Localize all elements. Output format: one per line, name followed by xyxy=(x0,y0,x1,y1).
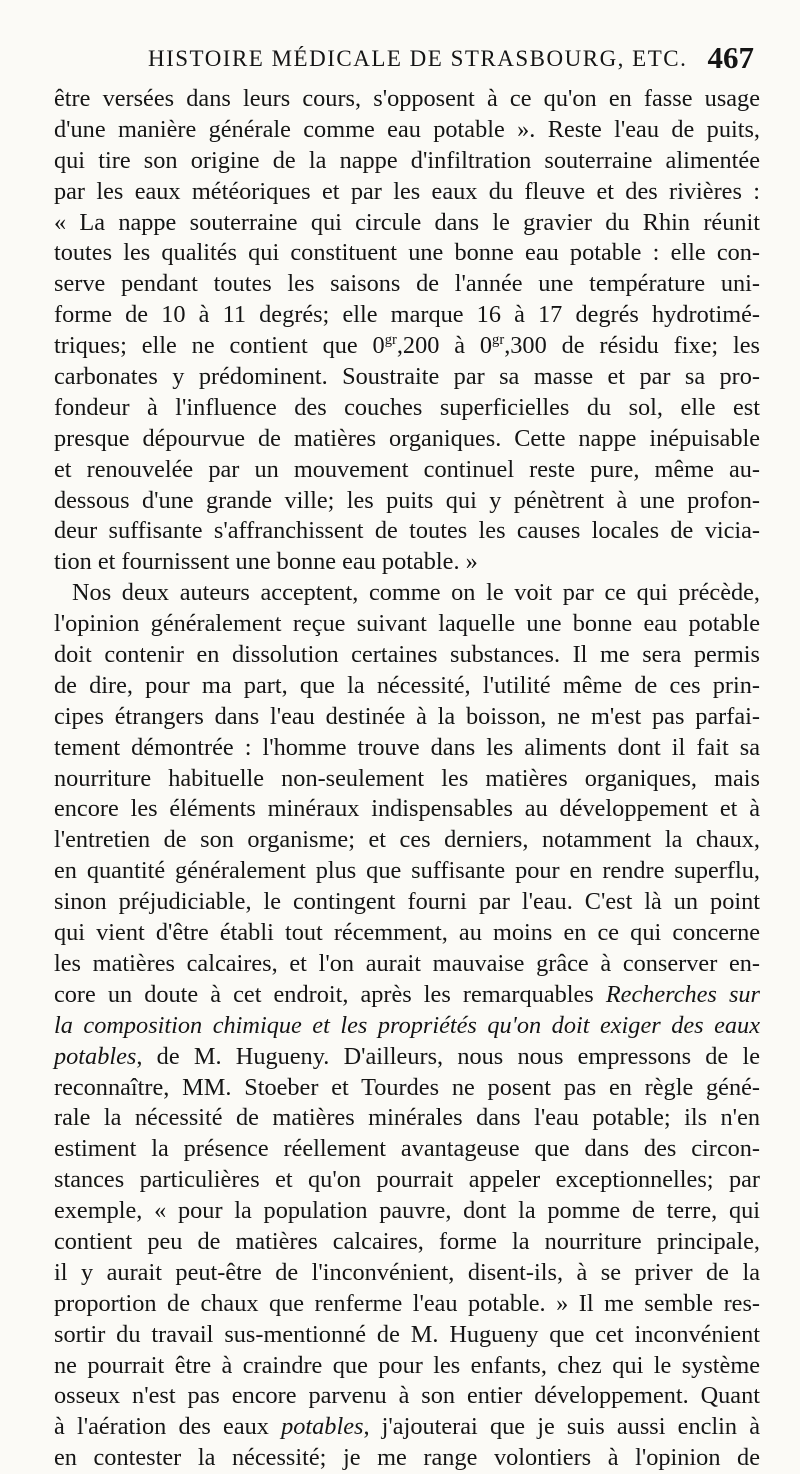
text-line: triques; elle ne contient que $0^{gr},200$ à $0^{gr},300$ de résidu fixe; les xyxy=(54,332,760,360)
body-text xyxy=(54,84,760,1474)
running-header xyxy=(54,40,754,80)
text-line: de dire, pour ma part, que la nécessité, l'utilité même de ces prin- xyxy=(54,671,760,699)
text-line: core un doute à cet endroit, après les remarquables Recherches sur xyxy=(54,980,761,1008)
text-line: l'entretien de son organisme; et ces derniers, notamment la chaux, xyxy=(54,826,760,854)
text-line: deur suffisante s'affranchissent de toutes les causes locales de vicia- xyxy=(54,517,760,545)
text-line: carbonates y prédominent. Soustraite par sa masse et par sa pro- xyxy=(54,363,760,391)
text-line: serve pendant toutes les saisons de l'année une température uni- xyxy=(54,270,760,298)
text-line: exemple, « pour la population pauvre, dont la pomme de terre, qui xyxy=(54,1197,760,1225)
text-line: potables, de M. Hugueny. D'ailleurs, nous nous empressons de le xyxy=(54,1042,760,1070)
text-line: « La nappe souterraine qui circule dans le gravier du Rhin réunit xyxy=(54,208,760,236)
text-line: osseux n'est pas encore parvenu à son entier développement. Quant xyxy=(54,1382,760,1410)
text-line: en contester la nécessité; je me range volontiers à l'opinion de xyxy=(54,1444,760,1472)
text-line: qui tire son origine de la nappe d'infiltration souterraine alimentée xyxy=(54,146,760,174)
text-line: toutes les qualités qui constituent une bonne eau potable : elle con- xyxy=(54,239,760,267)
text-line: il y aurait peut-être de l'inconvénient, disent-ils, à se priver de la xyxy=(54,1258,760,1286)
text-line: reconnaître, MM. Stoeber et Tourdes ne posent pas en règle géné- xyxy=(54,1073,760,1101)
text-line: contient peu de matières calcaires, forme la nourriture principale, xyxy=(54,1227,760,1255)
text-line: l'opinion généralement reçue suivant laquelle une bonne eau potable xyxy=(54,610,760,638)
text-line: la composition chimique et les propriétés qu'on doit exiger des eaux xyxy=(54,1011,760,1039)
text-line: rale la nécessité de matières minérales dans l'eau potable; ils n'en xyxy=(54,1104,760,1132)
page-number: 467 xyxy=(707,40,754,75)
text-line: dessous d'une grande ville; les puits qui y pénètrent à une profon- xyxy=(54,486,760,514)
text-line: d'une manière générale comme eau potable ». Reste l'eau de puits, xyxy=(54,115,760,143)
text-line: fondeur à l'influence des couches superficielles du sol, elle est xyxy=(54,393,760,421)
text-line: tement démontrée : l'homme trouve dans les aliments dont il fait sa xyxy=(54,733,760,761)
text-line: être versées dans leurs cours, s'opposent à ce qu'on en fasse usage xyxy=(54,85,760,112)
text-line: ne pourrait être à craindre que pour les enfants, chez qui le système xyxy=(54,1351,760,1379)
header-title: HISTOIRE MÉDICALE DE STRASBOURG, ETC. xyxy=(148,46,688,71)
text-line: cipes étrangers dans l'eau destinée à la boisson, ne m'est pas parfai- xyxy=(54,702,760,730)
text-line: à l'aération des eaux potables, j'ajouterai que je suis aussi enclin à xyxy=(54,1413,760,1441)
text-line: presque dépourvue de matières organiques. Cette nappe inépuisable xyxy=(54,424,760,452)
text-line: sinon préjudiciable, le contingent fourni par l'eau. C'est là un point xyxy=(54,888,760,916)
text-line: sortir du travail sus-mentionné de M. Hugueny que cet inconvénient xyxy=(54,1320,760,1348)
text-line: nourriture habituelle non-seulement les matières organiques, mais xyxy=(54,764,760,792)
text-line: proportion de chaux que renferme l'eau potable. » Il me semble res- xyxy=(54,1289,760,1317)
text-line: en quantité généralement plus que suffisante pour en rendre superflu, xyxy=(54,857,760,885)
text-line: qui vient d'être établi tout récemment, au moins en ce qui concerne xyxy=(54,919,760,947)
text-line: doit contenir en dissolution certaines substances. Il me sera permis xyxy=(54,641,760,669)
text-line: forme de 10 à 11 degrés; elle marque 16 à 17 degrés hydrotimé- xyxy=(54,301,760,329)
text-line: tion et fournissent une bonne eau potable. » xyxy=(54,548,478,576)
text-line: encore les éléments minéraux indispensables au développement et à xyxy=(54,795,760,823)
text-line: estiment la présence réellement avantageuse que dans des circon- xyxy=(54,1135,760,1163)
text-line: Nos deux auteurs acceptent, comme on le voit par ce qui précède, xyxy=(72,579,760,607)
text-line: et renouvelée par un mouvement continuel reste pure, même au- xyxy=(54,455,760,483)
text-line: par les eaux météoriques et par les eaux du fleuve et des rivières : xyxy=(54,177,760,205)
text-line: stances particulières et qu'on pourrait appeler exceptionnelles; par xyxy=(54,1166,760,1194)
text-line: les matières calcaires, et l'on aurait mauvaise grâce à conserver en- xyxy=(54,949,760,977)
